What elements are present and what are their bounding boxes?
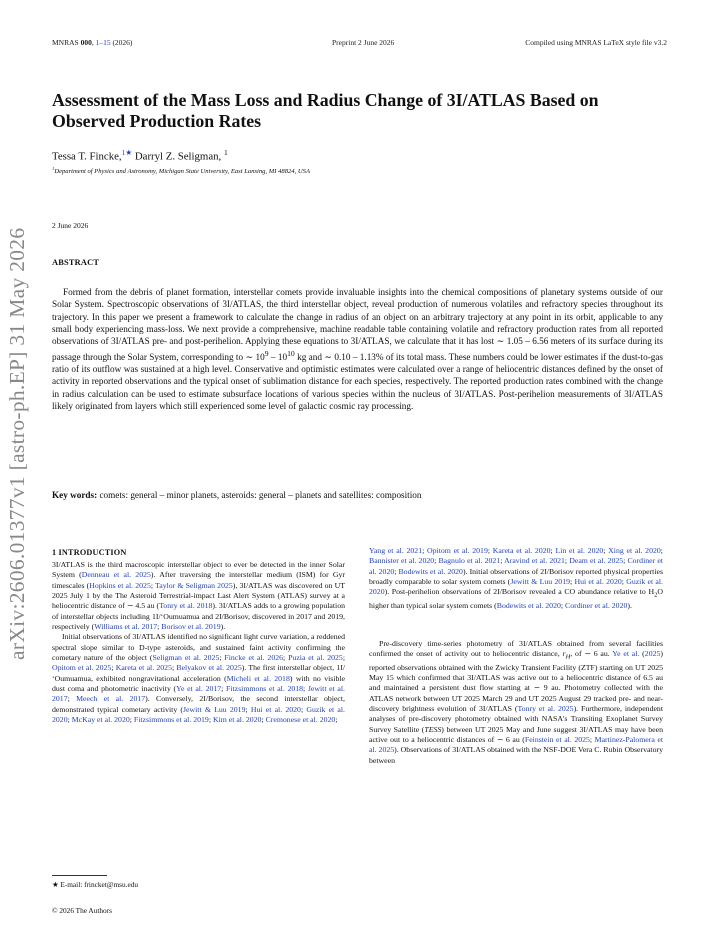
author-1-affil-link[interactable]: 1★ xyxy=(121,148,133,157)
citation-link[interactable]: Ye et al. 2017 xyxy=(176,683,222,693)
affiliation-text: Department of Physics and Astronomy, Michigan State University, East Lansing, MI 48824, USA xyxy=(54,168,310,176)
citation-link[interactable]: Kareta et al. 2020 xyxy=(492,546,551,555)
citation-link[interactable]: Opitom et al. 2019 xyxy=(427,546,488,555)
right-paragraph-2: Pre-discovery time-series photometry of 3I/ATLAS obtained from several facilities confirmed the onset of activity out to heliocentric distance, $r_H$, of ∼ 6 au. Ye et al. (2025) reported observations obtained with the Zwicky Transient Facility (ZTF) starting on UT 2025 May 15 which confirmed that 3I/ATLAS was active out to a heliocentric distance of 6.5 au and maintained a persistent dust flow starting at ∼ 9 au. Photometry collected with the ATLAS network between UT 2025 March 29 and UT 2025 August 29 tracked pre- and near-discovery brightness evolution of 3I/ATLAS (Tonry et al. 2025). Furthermore, independent analyses of pre-discovery photometry obtained with NASA's Transiting Exoplanet Survey Survey Satellite (TESS) between UT 2025 May and June suggest 3I/ATLAS may have been active out to a heliocentric distances of ∼ 6 au (Feinstein et al. 2025; Martinez-Palomera et al. 2025). Observations of 3I/ATLAS obtained with the NSF-DOE Vera C. Rubin Observatory between xyxy=(369,638,664,765)
citation-link[interactable]: Hui et al. 2020 xyxy=(250,704,301,714)
citation-link[interactable]: Tonry et al. 2025 xyxy=(517,704,574,714)
abstract-text: Formed from the debris of planet formation, interstellar comets provide invaluable insights into the chemical compositions of planetary systems outside of our Solar System. Spectroscopic observations of 3I/ATLAS, the third interstellar object, reveal production of numerous volatiles and refractory species throughout its trajectory. In this paper we present a framework to calculate the change in radius of an object on an arbitrary trajectory at any point in its orbit, applicable to any small body experiencing mass-loss. We next provide a comprehensive, machine readable table containing volatile and refractory production rates from all reported observations of 3I/ATLAS pre- and post-perihelion. Applying these equations to 3I/ATLAS, we calculate that it has lost ∼ 1.05 – 6.56 meters of its surface during its passage through the Solar System, corresponding to ∼ $10^9 - 10^{10}$ kg and ∼ 0.10 – 1.13% of its total mass. These numbers could be lower estimates if the dust-to-gas ratio of its outflow was sustained at a high level. Conservative and optimistic estimates were calculated over a range of heliocentric distances defined by the onset of activity in reported observations and the typical onset of sublimation distance for each species, respectively. The reported production rates combined with the change in radius calculation can be used to estimate subsurface locations of various species within the nucleus of 3I/ATLAS. Post-perihelion measurements of 3I/ATLAS likely originated from layers which still experienced some level of galactic cosmic ray processing. xyxy=(52,287,664,412)
citation-link[interactable]: Feinstein et al. 2025 xyxy=(524,735,590,745)
running-head-center: Preprint 2 June 2026 xyxy=(332,38,395,47)
citation-link[interactable]: Jewitt et al. 2017 xyxy=(52,683,346,704)
page-range-link[interactable]: 1–15 xyxy=(95,38,111,47)
citation-link[interactable]: Micheli et al. 2018 xyxy=(226,673,290,683)
intro-paragraph-1: 3I/ATLAS is the third macroscopic interstellar object to ever be detected in the inner Solar System (Denneau et al. 2025). After traversing the interstellar medium (ISM) for Gyr timescales (Hopkins et al. 2025; Taylor & Seligman 2025), 3I/ATLAS was discovered on UT 2025 July 1 by the The Asteroid Terrestrial-impact Last Alert System (ATLAS) survey at a heliocentric distance of ∼ 4.5 au (Tonry et al. 2018). 3I/ATLAS adds to a growing population of interstellar objects including 1I/ʻOumuamua and 2I/Borisov, discovered in 2017 and 2019, respectively (Williams et al. 2017; Borisov et al. 2019). xyxy=(52,560,345,631)
citation-link[interactable]: Cordiner et al. 2020 xyxy=(369,556,663,576)
citation-link[interactable]: Opitom et al. 2025 xyxy=(52,663,112,673)
citation-link[interactable]: Bagnulo et al. 2021 xyxy=(438,556,501,566)
affiliation-number: 1 xyxy=(52,166,55,171)
citation-link[interactable]: Taylor & Seligman 2025 xyxy=(155,580,233,590)
footnote-email: ★ E-mail: frincket@msu.edu xyxy=(52,880,139,889)
paper-date: 2 June 2026 xyxy=(52,221,89,230)
citation-link[interactable]: Denneau et al. 2025 xyxy=(81,570,151,580)
footnote-rule xyxy=(52,875,107,876)
abstract-heading: ABSTRACT xyxy=(52,258,100,267)
citation-link[interactable]: Yang et al. 2021 xyxy=(369,546,423,555)
citation-link[interactable]: Cremonese et al. 2020 xyxy=(265,714,336,724)
left-column xyxy=(52,560,345,725)
citation-link[interactable]: Kim et al. 2020 xyxy=(212,714,262,724)
citation-link[interactable]: 2025 xyxy=(644,648,661,658)
citation-link[interactable]: Puzia et al. 2025 xyxy=(288,652,343,662)
citation-link[interactable]: Cordiner et al. 2020 xyxy=(565,601,628,611)
keywords-text: comets: general – minor planets, asteroids: general – planets and satellites: composition xyxy=(99,490,422,500)
intro-paragraph-2: Initial observations of 3I/ATLAS identified no significant light curve variation, a reddened spectral slope similar to D-type asteroids, and sustained faint activity confirming the cometary nature of the object (Seligman et al. 2025; Fincke et al. 2026; Puzia et al. 2025; Opitom et al. 2025; Kareta et al. 2025; Belyakov et al. 2025). The first interstellar object, 1I/ʻOumuamua, exhibited nongravitational acceleration (Micheli et al. 2018) with no visible dust coma and photometric inactivity (Ye et al. 2017; Fitzsimmons et al. 2018; Jewitt et al. 2017; Meech et al. 2017). Conversely, 2I/Borisov, the second interstellar object, demonstrated typical cometary activity (Jewitt & Luu 2019; Hui et al. 2020; Guzik et al. 2020; McKay et al. 2020; Fitzsimmons et al. 2019; Kim et al. 2020; Cremonese et al. 2020; xyxy=(52,632,346,724)
citation-link[interactable]: Jewitt & Luu 2019 xyxy=(183,704,246,714)
citation-link[interactable]: Tonry et al. 2018 xyxy=(159,601,213,611)
citation-link[interactable]: Guzik et al. 2020 xyxy=(52,704,345,724)
citation-link[interactable]: McKay et al. 2020 xyxy=(71,714,130,724)
author-list xyxy=(52,148,228,163)
author-2-affil: 1 xyxy=(223,148,228,157)
citation-link[interactable]: Meech et al. 2017 xyxy=(76,694,146,704)
section-heading-introduction: 1 INTRODUCTION xyxy=(52,548,127,557)
citation-link[interactable]: Hui et al. 2020 xyxy=(574,576,622,586)
citation-link[interactable]: Belyakov et al. 2025 xyxy=(176,663,242,673)
journal-year: (2026) xyxy=(112,38,133,47)
right-column xyxy=(369,546,663,766)
author-2: Darryl Z. Seligman, xyxy=(132,150,222,163)
citation-link[interactable]: Fitzsimmons et al. 2019 xyxy=(133,714,209,724)
citation-link[interactable]: Williams et al. 2017 xyxy=(94,621,158,631)
citation-link[interactable]: Ye et al. xyxy=(612,648,640,658)
citation-link[interactable]: Xing et al. 2020 xyxy=(608,546,661,555)
citation-link[interactable]: Fitzsimmons et al. 2018 xyxy=(226,683,304,693)
citation-link[interactable]: Bodewits et al. 2020 xyxy=(496,601,561,611)
keywords-label: Key words: xyxy=(52,490,98,500)
journal-volume: 000 xyxy=(80,38,92,47)
keywords xyxy=(52,490,663,500)
citation-link[interactable]: Kareta et al. 2025 xyxy=(115,663,172,673)
citation-link[interactable]: Lin et al. 2020 xyxy=(555,546,604,555)
citation-link[interactable]: Bannister et al. 2020 xyxy=(369,556,435,566)
citation-link[interactable]: Martinez-Palomera et al. 2025 xyxy=(369,735,664,755)
citation-link[interactable]: Borisov et al. 2019 xyxy=(161,621,221,631)
arxiv-stamp[interactable]: arXiv:2606.01377v1 [astro-ph.EP] 31 May 2026 xyxy=(5,227,29,660)
right-paragraph-1: Yang et al. 2021; Opitom et al. 2019; Kareta et al. 2020; Lin et al. 2020; Xing et al. 2020; Bannister et al. 2020; Bagnulo et al. 2021; Aravind et al. 2021; Deam et al. 2025; Cordiner et al. 2020; Bodewits et al. 2020). Initial observations of 2I/Borisov reported physical properties broadly comparable to solar system comets (Jewitt & Luu 2019; Hui et al. 2020; Guzik et al. 2020). Post-perihelion observations of 2I/Borisov revealed a CO abundance relative to $H_2O$ higher than typical solar system comets (Bodewits et al. 2020; Cordiner et al. 2020). xyxy=(369,546,663,611)
author-1: Tessa T. Fincke, xyxy=(52,150,122,163)
affiliation xyxy=(52,166,310,175)
citation-link[interactable]: Guzik et al. 2020 xyxy=(369,576,663,597)
citation-link[interactable]: Seligman et al. 2025 xyxy=(152,652,220,662)
citation-link[interactable]: Jewitt & Luu 2019 xyxy=(510,576,571,586)
paper-title: Assessment of the Mass Loss and Radius Change of 3I/ATLAS Based on Observed Production Rates xyxy=(52,90,599,131)
citation-link[interactable]: Bodewits et al. 2020 xyxy=(398,566,463,576)
citation-link[interactable]: Aravind et al. 2021 xyxy=(504,556,565,566)
citation-link[interactable]: Deam et al. 2025 xyxy=(569,556,624,566)
copyright: © 2026 The Authors xyxy=(52,906,112,915)
journal-name: MNRAS xyxy=(52,38,79,47)
running-head-left: MNRAS 000, 1–15 (2026) xyxy=(52,38,133,47)
citation-link[interactable]: Hopkins et al. 2025 xyxy=(89,580,151,590)
running-head-right: Compiled using MNRAS LaTeX style file v3.2 xyxy=(525,38,667,47)
citation-link[interactable]: Fincke et al. 2026 xyxy=(224,652,284,662)
